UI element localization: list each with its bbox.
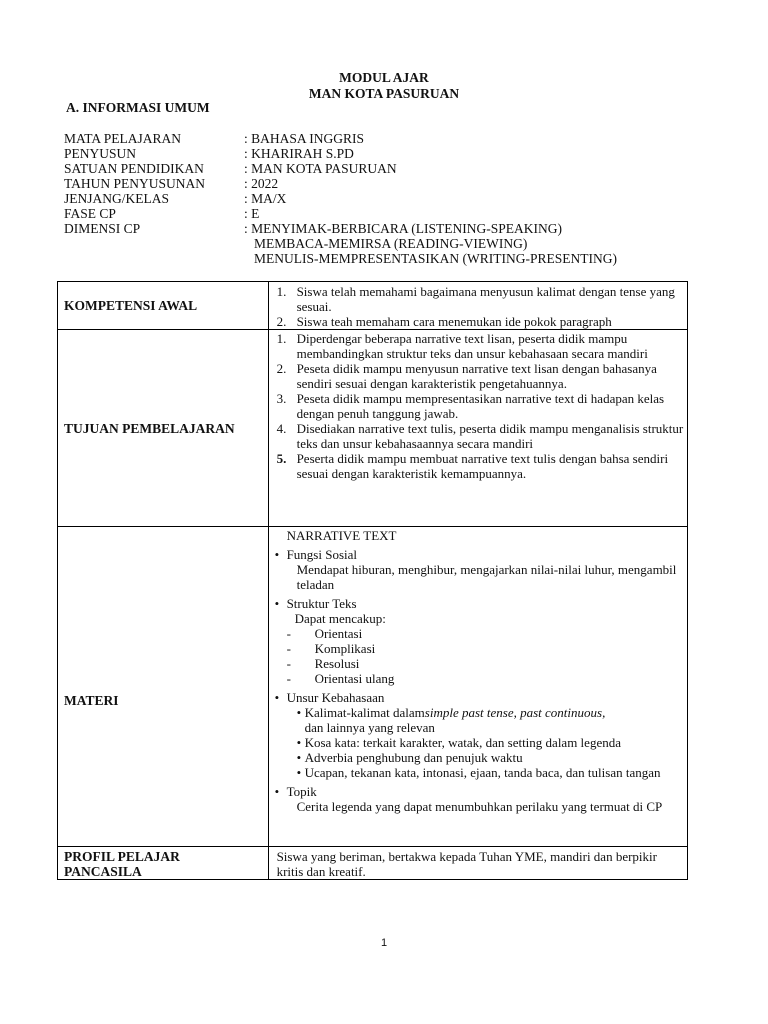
list-item: 4. Disediakan narrative text tulis, peserta didik mampu menganalisis struktur teks dan unsur kebahasaannya secara mandiri — [276, 421, 684, 451]
info-label: PENYUSUN — [64, 146, 137, 161]
materi-heading: NARRATIVE TEXT — [286, 528, 397, 543]
topik-text: Cerita legenda yang dapat menumbuhkan perilaku yang termuat di CP — [296, 799, 663, 814]
section-heading: A. INFORMASI UMUM — [66, 100, 210, 115]
kompetensi-label-cell — [58, 282, 269, 330]
table-row — [58, 847, 688, 880]
profil-label-cell — [58, 847, 269, 880]
page-number: 1 — [380, 937, 388, 949]
content-table — [57, 281, 688, 880]
tujuan-label: TUJUAN PEMBELAJARAN — [64, 421, 235, 436]
school-name: MAN KOTA PASURUAN — [308, 86, 460, 101]
tujuan-list — [269, 331, 687, 481]
list-item: 1. Siswa telah memahami bagaimana menyusun kalimat dengan tense yang sesuai. — [276, 284, 675, 314]
info-value: : KHARIRAH S.PD — [244, 146, 354, 161]
info-value: : BAHASA INGGRIS — [244, 131, 365, 146]
topik-title: • Topik — [269, 784, 687, 799]
list-item: • Ucapan, tekanan kata, intonasi, ejaan, tanda baca, dan tulisan tangan — [269, 765, 687, 780]
profil-label: PANCASILA — [64, 864, 142, 879]
list-item: - Orientasi — [269, 626, 687, 641]
materi-label: MATERI — [64, 693, 119, 708]
info-label: TAHUN PENYUSUNAN — [64, 176, 206, 191]
fungsi-sosial-text: Mendapat hiburan, menghibur, mengajarkan nilai-nilai luhur, mengambil teladan — [296, 562, 677, 592]
document-title: MODUL AJAR — [339, 70, 429, 85]
fungsi-sosial-title: • Fungsi Sosial — [269, 547, 687, 562]
info-label: DIMENSI CP — [64, 221, 141, 236]
list-item: - Orientasi ulang — [269, 671, 687, 686]
tujuan-content-cell — [268, 330, 687, 527]
struktur-teks-title: • Struktur Teks — [269, 596, 687, 611]
struktur-teks-intro: Dapat mencakup: — [294, 611, 386, 626]
list-item: - Resolusi — [269, 656, 687, 671]
list-item: 5. Peserta didik mampu membuat narrative text tulis dengan bahsa sendiri sesuai dengan karakteristik kemampuannya. — [276, 451, 669, 481]
kompetensi-content-cell — [268, 282, 687, 330]
info-label: JENJANG/KELAS — [64, 191, 170, 206]
kompetensi-label: KOMPETENSI AWAL — [64, 298, 198, 313]
info-value: : MA/X — [244, 191, 287, 206]
list-item: 2. Siswa teah memaham cara menemukan ide pokok paragraph — [276, 314, 612, 329]
list-item: 3. Peseta didik mampu mempresentasikan narrative text di hadapan kelas dengan penuh tanggung jawab. — [276, 391, 665, 421]
list-item: - Komplikasi — [269, 641, 687, 656]
info-label: FASE CP — [64, 206, 116, 221]
list-item: • Kosa kata: terkait karakter, watak, dan setting dalam legenda — [269, 735, 687, 750]
info-value-continued: MEMBACA-MEMIRSA (READING-VIEWING) — [254, 236, 528, 251]
info-value: : 2022 — [244, 176, 279, 191]
list-item: 1. Diperdengar beberapa narrative text lisan, peserta didik mampu membandingkan struktur teks dan unsur kebahasaan secara mandiri — [276, 331, 648, 361]
profil-label: PROFIL PELAJAR — [64, 849, 180, 864]
info-value: : MENYIMAK-BERBICARA (LISTENING-SPEAKING) — [244, 221, 562, 236]
unsur-kebahasaan-title: • Unsur Kebahasaan — [269, 690, 687, 705]
table-row — [58, 282, 688, 330]
info-value: : E — [244, 206, 260, 221]
info-label: SATUAN PENDIDIKAN — [64, 161, 204, 176]
list-item-continued: dan lainnya yang relevan — [304, 720, 435, 735]
kompetensi-list — [269, 284, 687, 329]
materi-label-cell — [58, 527, 269, 847]
profil-content: Siswa yang beriman, bertakwa kepada Tuhan YME, mandiri dan berpikir kritis dan kreatif. — [268, 847, 687, 880]
table-row — [58, 527, 688, 847]
info-value-continued: MENULIS-MEMPRESENTASIKAN (WRITING-PRESENTING) — [254, 251, 618, 266]
list-item: • Adverbia penghubung dan penujuk waktu — [269, 750, 687, 765]
info-label: MATA PELAJARAN — [64, 131, 182, 146]
materi-content-cell — [268, 527, 687, 847]
tujuan-label-cell — [58, 330, 269, 527]
list-item: 2. Peseta didik mampu menyusun narrative text lisan dengan bahasanya sendiri sesuai dengan karakteristik pengetahuannya. — [276, 361, 657, 391]
list-item: • Kalimat-kalimat dalamsimple past tense, past continuous, — [269, 705, 687, 720]
table-row — [58, 330, 688, 527]
info-value: : MAN KOTA PASURUAN — [244, 161, 397, 176]
